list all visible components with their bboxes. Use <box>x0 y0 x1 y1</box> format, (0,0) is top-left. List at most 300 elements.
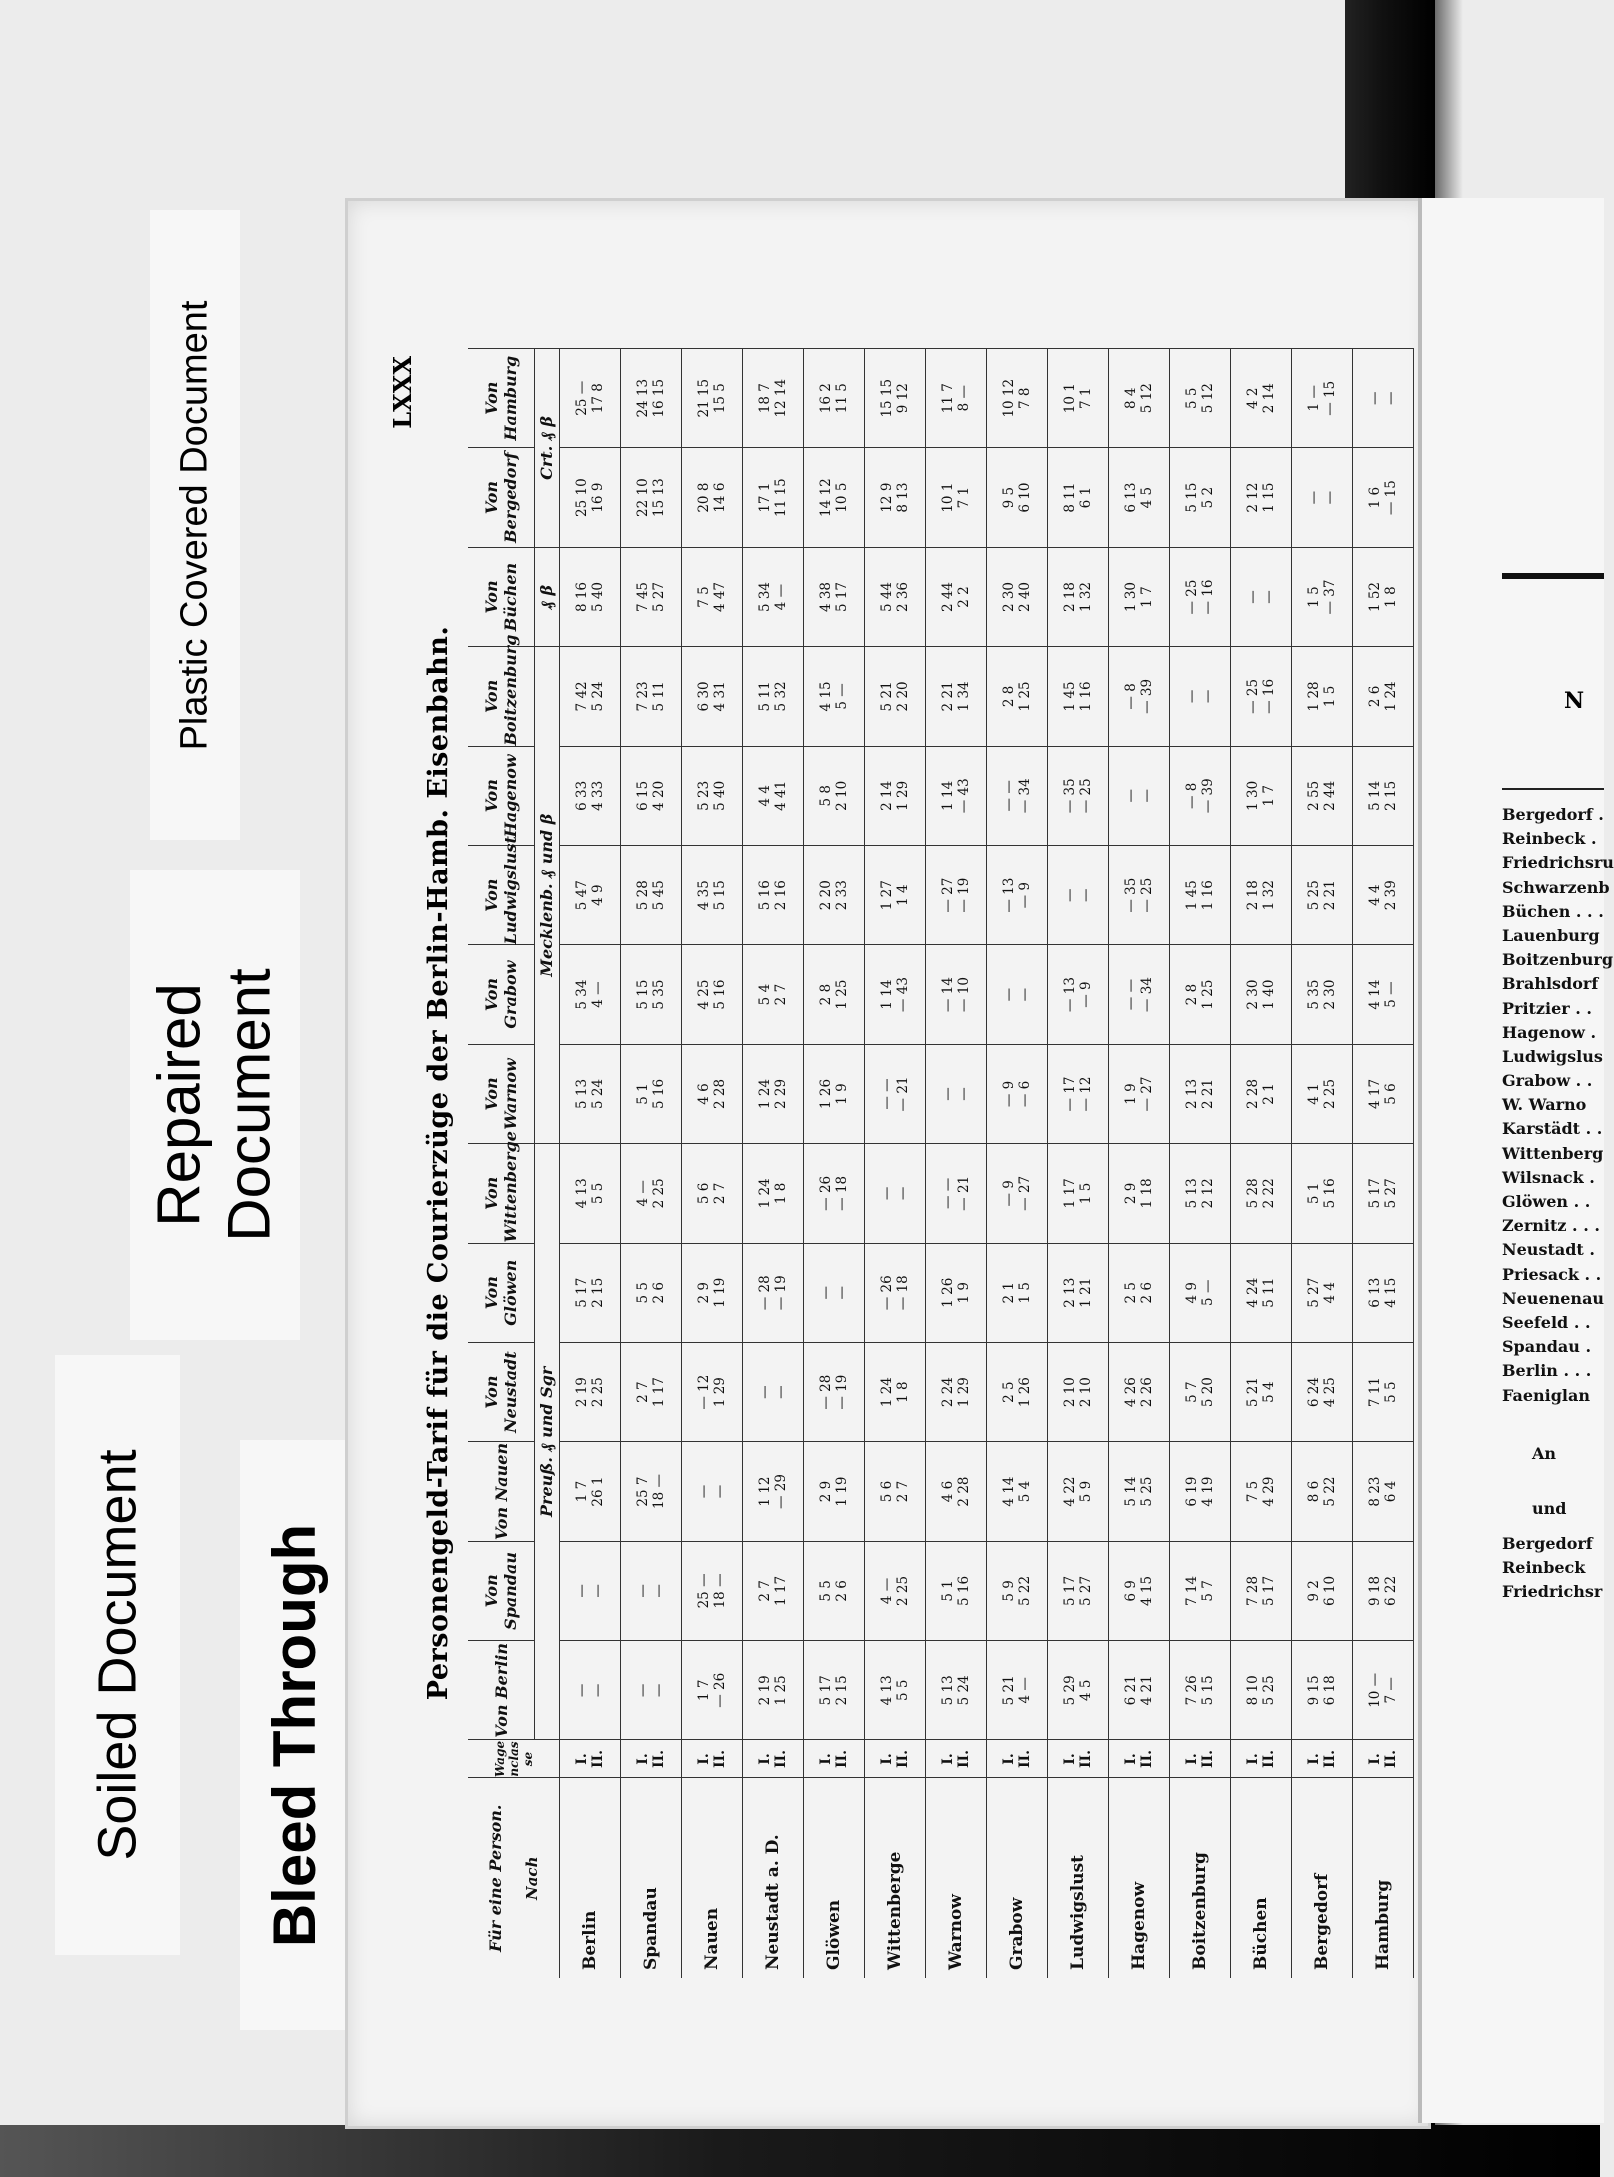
fare-cell: — — <box>560 1641 621 1740</box>
table-row <box>926 349 987 1979</box>
plastic-covered-label: Plastic Covered Document <box>150 210 240 840</box>
bleed-through-label: Bleed Through <box>240 1440 350 2030</box>
facing-page-station: Lauenburg <box>1502 925 1600 945</box>
fare-cell: 4 15 5 — <box>804 647 865 746</box>
fare-cell: 1 14 — 43 <box>865 945 926 1044</box>
destination-cell: Spandau <box>621 1778 682 1978</box>
fare-cell: 2 8 1 25 <box>987 647 1048 746</box>
fare-cell: — — — 34 <box>1109 945 1170 1044</box>
soiled-label: Soiled Document <box>55 1355 180 1955</box>
class-cell: I. II. <box>1231 1740 1292 1778</box>
fare-cell: 2 18 1 32 <box>1048 547 1109 646</box>
currency-hamburg-header: Crt. ₰ β <box>535 349 560 548</box>
fare-cell: 5 15 5 35 <box>621 945 682 1044</box>
facing-page-station: Hagenow . <box>1502 1022 1597 1042</box>
facing-page-glyph: N <box>1564 688 1585 714</box>
destination-cell: Berlin <box>560 1778 621 1978</box>
facing-page-station: Zernitz . . . <box>1502 1216 1600 1236</box>
destination-cell: Bergedorf <box>1292 1778 1353 1978</box>
fare-cell: 1 9 — 27 <box>1109 1044 1170 1143</box>
fare-cell: 2 19 1 25 <box>743 1641 804 1740</box>
fare-cell: 8 10 5 25 <box>1231 1641 1292 1740</box>
fare-cell: 1 28 1 5 <box>1292 647 1353 746</box>
fare-cell: — 9 — 6 <box>987 1044 1048 1143</box>
facing-page <box>1418 198 1614 2123</box>
facing-page-station: W. Warno <box>1502 1095 1587 1115</box>
fare-cell: 7 5 4 29 <box>1231 1442 1292 1541</box>
facing-page-station: Wittenberg <box>1502 1143 1604 1163</box>
fare-cell: 1 24 1 8 <box>865 1342 926 1441</box>
class-cell: I. II. <box>1292 1740 1353 1778</box>
fare-cell: 2 10 2 10 <box>1048 1342 1109 1441</box>
class-cell: I. II. <box>682 1740 743 1778</box>
fare-cell: — — <box>621 1641 682 1740</box>
fare-cell: — 8 — 39 <box>1109 647 1170 746</box>
fare-cell: 5 21 5 4 <box>1231 1342 1292 1441</box>
fare-cell: 5 17 5 27 <box>1353 1144 1414 1243</box>
facing-page-caption: und <box>1532 1498 1567 1518</box>
fare-cell: 1 30 1 7 <box>1109 547 1170 646</box>
fare-cell: 2 18 1 32 <box>1231 845 1292 944</box>
fare-cell: 5 4 2 7 <box>743 945 804 1044</box>
fare-cell: 8 11 6 1 <box>1048 448 1109 547</box>
fare-cell: 9 2 6 10 <box>1292 1541 1353 1640</box>
facing-page-station: Friedrichsr <box>1502 1582 1603 1602</box>
destination-cell: Neustadt a. D. <box>743 1778 804 1978</box>
fare-cell: — 13 — 9 <box>1048 945 1109 1044</box>
fare-cell: 4 14 5 4 <box>987 1442 1048 1541</box>
origin-header: Von Boitzenburg <box>468 647 535 746</box>
fare-cell: 4 35 5 15 <box>682 845 743 944</box>
facing-page-station: Büchen . . . <box>1502 901 1604 921</box>
origin-header: Von Wittenberge <box>468 1144 535 1243</box>
fare-cell: 6 13 4 5 <box>1109 448 1170 547</box>
table-row <box>1109 349 1170 1979</box>
fare-cell: 5 29 4 5 <box>1048 1641 1109 1740</box>
fare-cell: — 26 — 18 <box>865 1243 926 1342</box>
fare-cell: 1 26 1 9 <box>926 1243 987 1342</box>
class-cell: I. II. <box>560 1740 621 1778</box>
fare-cell: 4 — 2 25 <box>621 1144 682 1243</box>
fare-cell: — — <box>865 1144 926 1243</box>
table-row <box>560 349 621 1979</box>
destination-cell: Nauen <box>682 1778 743 1978</box>
fare-cell: 5 8 2 10 <box>804 746 865 845</box>
fare-cell: 1 24 1 8 <box>743 1144 804 1243</box>
fare-cell: — 17 — 12 <box>1048 1044 1109 1143</box>
fare-cell: 5 44 2 36 <box>865 547 926 646</box>
fare-cell: — 35 — 25 <box>1109 845 1170 944</box>
fare-cell: 5 5 5 12 <box>1170 349 1231 448</box>
fare-cell: 5 9 5 22 <box>987 1541 1048 1640</box>
origin-header: Von Spandau <box>468 1541 535 1640</box>
fare-cell: — — <box>1170 647 1231 746</box>
fare-cell: — — <box>682 1442 743 1541</box>
fare-cell: — — — 34 <box>987 746 1048 845</box>
fare-cell: 9 5 6 10 <box>987 448 1048 547</box>
fare-cell: 25 — 17 8 <box>560 349 621 448</box>
fare-cell: 2 5 2 6 <box>1109 1243 1170 1342</box>
fare-cell: 5 17 2 15 <box>804 1641 865 1740</box>
fare-cell: 1 45 1 16 <box>1170 845 1231 944</box>
fare-cell: 5 5 2 6 <box>621 1243 682 1342</box>
fare-cell: 5 5 2 6 <box>804 1541 865 1640</box>
fare-cell: 4 4 2 39 <box>1353 845 1414 944</box>
fare-cell: 10 1 7 1 <box>1048 349 1109 448</box>
fare-cell: 2 30 2 40 <box>987 547 1048 646</box>
fare-cell: 1 7 — 26 <box>682 1641 743 1740</box>
fare-table <box>468 348 1414 1978</box>
destination-cell: Glöwen <box>804 1778 865 1978</box>
fare-cell: 5 1 5 16 <box>926 1541 987 1640</box>
destination-cell: Boitzenburg <box>1170 1778 1231 1978</box>
fare-cell: 5 13 5 24 <box>926 1641 987 1740</box>
rotated-tariff-page <box>368 348 1399 1978</box>
fare-cell: 5 14 5 25 <box>1109 1442 1170 1541</box>
facing-page-station: Grabow . . <box>1502 1071 1593 1091</box>
fare-cell: 2 30 1 40 <box>1231 945 1292 1044</box>
fare-cell: 2 6 1 24 <box>1353 647 1414 746</box>
fare-cell: 2 13 2 21 <box>1170 1044 1231 1143</box>
table-row <box>987 349 1048 1979</box>
facing-page-station: Boitzenburg <box>1502 950 1613 970</box>
page-number: LXXX <box>388 356 417 429</box>
fare-cell: 2 8 1 25 <box>804 945 865 1044</box>
fare-cell: 6 24 4 25 <box>1292 1342 1353 1441</box>
fare-cell: 2 9 1 19 <box>682 1243 743 1342</box>
fare-cell: 22 10 15 13 <box>621 448 682 547</box>
fare-cell: 7 23 5 11 <box>621 647 682 746</box>
fare-cell: 1 6 — 15 <box>1353 448 1414 547</box>
fare-cell: — 14 — 10 <box>926 945 987 1044</box>
origin-header: Von Büchen <box>468 547 535 646</box>
fare-cell: 4 6 2 28 <box>682 1044 743 1143</box>
destination-cell: Hagenow <box>1109 1778 1170 1978</box>
fare-cell: 4 4 4 41 <box>743 746 804 845</box>
class-cell: I. II. <box>621 1740 682 1778</box>
fare-cell: 7 45 5 27 <box>621 547 682 646</box>
origin-header: Von Grabow <box>468 945 535 1044</box>
fare-cell: 2 55 2 44 <box>1292 746 1353 845</box>
page-title: Personengeld-Tarif für die Courierzüge der Berlin-Hamb. Eisenbahn. <box>423 625 454 1701</box>
fare-cell: — 26 — 18 <box>804 1144 865 1243</box>
fare-cell: — — <box>804 1243 865 1342</box>
fare-cell: 5 21 2 20 <box>865 647 926 746</box>
fare-cell: 2 28 2 1 <box>1231 1044 1292 1143</box>
fare-cell: 7 11 5 5 <box>1353 1342 1414 1441</box>
fare-cell: 4 1 2 25 <box>1292 1044 1353 1143</box>
fare-cell: 4 25 5 16 <box>682 945 743 1044</box>
fare-cell: 2 24 1 29 <box>926 1342 987 1441</box>
fare-cell: 4 9 5 — <box>1170 1243 1231 1342</box>
fare-cell: 1 17 1 5 <box>1048 1144 1109 1243</box>
table-row <box>1353 349 1414 1979</box>
fare-cell: 4 38 5 17 <box>804 547 865 646</box>
fare-cell: 5 15 5 2 <box>1170 448 1231 547</box>
fare-cell: 5 25 2 21 <box>1292 845 1353 944</box>
fare-cell: 5 7 5 20 <box>1170 1342 1231 1441</box>
facing-page-station: Spandau . <box>1502 1337 1592 1357</box>
fare-cell: 4 24 5 11 <box>1231 1243 1292 1342</box>
fare-cell: 2 13 1 21 <box>1048 1243 1109 1342</box>
fare-cell: — — — 21 <box>865 1044 926 1143</box>
fare-cell: 5 13 2 12 <box>1170 1144 1231 1243</box>
fare-cell: 1 45 1 16 <box>1048 647 1109 746</box>
facing-page-station: Seefeld . . <box>1502 1312 1591 1332</box>
fare-cell: 9 15 6 18 <box>1292 1641 1353 1740</box>
fare-cell: 8 23 6 4 <box>1353 1442 1414 1541</box>
class-cell: I. II. <box>1109 1740 1170 1778</box>
origin-header: Von Ludwigslust <box>468 845 535 944</box>
origin-header: Von Berlin <box>468 1641 535 1740</box>
fare-cell: 15 15 9 12 <box>865 349 926 448</box>
destination-cell: Ludwigslust <box>1048 1778 1109 1978</box>
fare-cell: 5 17 2 15 <box>560 1243 621 1342</box>
fare-cell: 5 34 4 — <box>743 547 804 646</box>
fare-cell: 5 6 2 7 <box>682 1144 743 1243</box>
fare-cell: 1 52 1 8 <box>1353 547 1414 646</box>
class-cell: I. II. <box>743 1740 804 1778</box>
table-row <box>1231 349 1292 1979</box>
fare-cell: 2 7 1 17 <box>743 1541 804 1640</box>
fare-cell: 7 5 4 47 <box>682 547 743 646</box>
facing-page-rule-thin <box>1502 788 1604 790</box>
origin-header: Von Warnow <box>468 1044 535 1143</box>
table-row <box>865 349 926 1979</box>
fare-cell: 5 17 5 27 <box>1048 1541 1109 1640</box>
fare-cell: 1 7 26 1 <box>560 1442 621 1541</box>
destination-cell: Wittenberge <box>865 1778 926 1978</box>
fare-cell: — — <box>926 1044 987 1143</box>
fare-cell: — — <box>1109 746 1170 845</box>
currency-mecklenburg-header: Mecklenb. ₰ und β <box>535 647 560 1144</box>
fare-cell: 5 28 2 22 <box>1231 1144 1292 1243</box>
fare-cell: — 28 — 19 <box>743 1243 804 1342</box>
class-cell: I. II. <box>804 1740 865 1778</box>
fare-cell: 25 7 18 — <box>621 1442 682 1541</box>
facing-page-station: Faeniglan <box>1502 1385 1591 1405</box>
fare-cell: 25 — 18 — <box>682 1541 743 1640</box>
table-row <box>743 349 804 1979</box>
fare-cell: — — — 21 <box>926 1144 987 1243</box>
fare-cell: 4 6 2 28 <box>926 1442 987 1541</box>
fare-cell: 2 44 2 2 <box>926 547 987 646</box>
fare-cell: 5 28 5 45 <box>621 845 682 944</box>
fare-cell: 2 1 1 5 <box>987 1243 1048 1342</box>
facing-page-station: Glöwen . . <box>1502 1192 1591 1211</box>
fare-cell: 18 7 12 14 <box>743 349 804 448</box>
table-row <box>804 349 865 1979</box>
fare-cell: 1 27 1 4 <box>865 845 926 944</box>
facing-page-station: Ludwigslus <box>1502 1046 1603 1066</box>
facing-page-station: Neuenenau <box>1502 1288 1605 1308</box>
fare-cell: 21 15 15 5 <box>682 349 743 448</box>
fare-cell: 7 14 5 7 <box>1170 1541 1231 1640</box>
fare-cell: 4 13 5 5 <box>560 1144 621 1243</box>
fare-cell: — 8 — 39 <box>1170 746 1231 845</box>
fare-cell: — 27 — 19 <box>926 845 987 944</box>
facing-page-station: Neustadt . <box>1502 1240 1595 1260</box>
fare-cell: 1 5 — 37 <box>1292 547 1353 646</box>
facing-page-station: Reinbeck . <box>1502 829 1597 849</box>
facing-page-station: Friedrichsru <box>1502 853 1614 873</box>
corner-header-top: Für eine Person. <box>486 1804 505 1952</box>
fare-cell: 5 14 2 15 <box>1353 746 1414 845</box>
fare-cell: 6 21 4 21 <box>1109 1641 1170 1740</box>
fare-cell: 4 — 2 25 <box>865 1541 926 1640</box>
destination-cell: Grabow <box>987 1778 1048 1978</box>
destination-cell: Büchen <box>1231 1778 1292 1978</box>
fare-cell: — — <box>987 945 1048 1044</box>
facing-page-station: Pritzier . . <box>1502 998 1592 1018</box>
fare-cell: 2 9 1 19 <box>804 1442 865 1541</box>
currency-buechen-header: ₰ β <box>535 547 560 646</box>
fare-cell: 5 1 5 16 <box>1292 1144 1353 1243</box>
fare-cell: 16 2 11 5 <box>804 349 865 448</box>
table-row <box>1048 349 1109 1979</box>
fare-cell: 4 22 5 9 <box>1048 1442 1109 1541</box>
fare-cell: 5 11 5 32 <box>743 647 804 746</box>
facing-page-station: Berlin . . . <box>1502 1361 1592 1381</box>
class-cell: I. II. <box>1353 1740 1414 1778</box>
facing-page-station: Bergedorf . <box>1502 805 1604 824</box>
origin-header: Von Hamburg <box>468 349 535 448</box>
fare-cell: 4 17 5 6 <box>1353 1044 1414 1143</box>
fare-cell: — — <box>1048 845 1109 944</box>
fare-cell: 10 12 7 8 <box>987 349 1048 448</box>
class-header: Wagenclasse <box>468 1740 560 1778</box>
fare-cell: 1 24 2 29 <box>743 1044 804 1143</box>
table-row <box>1170 349 1231 1979</box>
fare-cell: — — <box>743 1342 804 1441</box>
fare-cell: 8 6 5 22 <box>1292 1442 1353 1541</box>
fare-cell: 2 9 1 18 <box>1109 1144 1170 1243</box>
fare-cell: 5 21 4 — <box>987 1641 1048 1740</box>
fare-cell: 6 9 4 15 <box>1109 1541 1170 1640</box>
fare-cell: 6 19 4 19 <box>1170 1442 1231 1541</box>
class-cell: I. II. <box>865 1740 926 1778</box>
fare-cell: 1 — — 15 <box>1292 349 1353 448</box>
fare-cell: 4 14 5 — <box>1353 945 1414 1044</box>
fare-cell: — 28 — 19 <box>804 1342 865 1441</box>
fare-cell: 6 30 4 31 <box>682 647 743 746</box>
repaired-label: Repaired Document <box>130 870 300 1340</box>
facing-page-caption: An <box>1532 1443 1557 1463</box>
fare-cell: 6 33 4 33 <box>560 746 621 845</box>
table-row <box>682 349 743 1979</box>
facing-page-rule <box>1502 573 1604 579</box>
fare-cell: 1 26 1 9 <box>804 1044 865 1143</box>
fare-cell: — — <box>1353 349 1414 448</box>
fare-cell: — 25 — 16 <box>1170 547 1231 646</box>
facing-page-station: Schwarzenb <box>1502 877 1610 897</box>
origin-header: Von Glöwen <box>468 1243 535 1342</box>
fare-cell: 10 — 7 — <box>1353 1641 1414 1740</box>
fare-cell: 12 9 8 13 <box>865 448 926 547</box>
fare-cell: 11 7 8 — <box>926 349 987 448</box>
fare-cell: 1 30 1 7 <box>1231 746 1292 845</box>
fare-cell: 2 5 1 26 <box>987 1342 1048 1441</box>
fare-cell: 7 42 5 24 <box>560 647 621 746</box>
fare-cell: — — <box>560 1541 621 1640</box>
currency-prussian-header: Preuß. ₰ und Sgr <box>535 1144 560 1740</box>
fare-cell: — — <box>1231 547 1292 646</box>
fare-cell: 6 15 4 20 <box>621 746 682 845</box>
fare-cell: — — <box>1292 448 1353 547</box>
table-row <box>1292 349 1353 1979</box>
fare-cell: 6 13 4 15 <box>1353 1243 1414 1342</box>
fare-cell: 10 1 7 1 <box>926 448 987 547</box>
fare-cell: 2 20 2 33 <box>804 845 865 944</box>
fare-cell: 14 12 10 5 <box>804 448 865 547</box>
fare-cell: — 12 1 29 <box>682 1342 743 1441</box>
fare-cell: 17 1 11 15 <box>743 448 804 547</box>
fare-cell: 5 6 2 7 <box>865 1442 926 1541</box>
destination-cell: Hamburg <box>1353 1778 1414 1978</box>
fare-cell: 9 18 6 22 <box>1353 1541 1414 1640</box>
fare-cell: — 25 — 16 <box>1231 647 1292 746</box>
origin-header: Von Neustadt <box>468 1342 535 1441</box>
fare-cell: — 9 — 27 <box>987 1144 1048 1243</box>
fare-cell: 4 13 5 5 <box>865 1641 926 1740</box>
fare-cell: 5 27 4 4 <box>1292 1243 1353 1342</box>
fare-cell: 1 14 — 43 <box>926 746 987 845</box>
fare-cell: 2 14 1 29 <box>865 746 926 845</box>
fare-cell: 8 4 5 12 <box>1109 349 1170 448</box>
facing-page-station: Priesack . . <box>1502 1264 1602 1284</box>
origin-header: Von Nauen <box>468 1442 535 1541</box>
fare-cell: 2 21 1 34 <box>926 647 987 746</box>
facing-page-station: Brahlsdorf <box>1502 974 1599 994</box>
fare-cell: 5 23 5 40 <box>682 746 743 845</box>
fare-cell: 5 1 5 16 <box>621 1044 682 1143</box>
fare-cell: 25 10 16 9 <box>560 448 621 547</box>
fare-cell: 2 19 2 25 <box>560 1342 621 1441</box>
fare-cell: 5 47 4 9 <box>560 845 621 944</box>
class-cell: I. II. <box>1170 1740 1231 1778</box>
fare-cell: 5 34 4 — <box>560 945 621 1044</box>
fare-cell: — 35 — 25 <box>1048 746 1109 845</box>
fare-cell: 4 2 2 14 <box>1231 349 1292 448</box>
fare-cell: 24 13 16 15 <box>621 349 682 448</box>
class-cell: I. II. <box>1048 1740 1109 1778</box>
fare-cell: 5 35 2 30 <box>1292 945 1353 1044</box>
fare-cell: 8 16 5 40 <box>560 547 621 646</box>
fare-cell: 1 12 — 29 <box>743 1442 804 1541</box>
destination-cell: Warnow <box>926 1778 987 1978</box>
fare-cell: 4 26 2 26 <box>1109 1342 1170 1441</box>
facing-page-station: Reinbeck <box>1502 1557 1586 1577</box>
scanner-edge-shadow <box>0 2125 1600 2177</box>
fare-cell: 2 8 1 25 <box>1170 945 1231 1044</box>
table-row <box>621 349 682 1979</box>
fare-cell: 5 13 5 24 <box>560 1044 621 1143</box>
facing-page-station-list <box>1502 803 1612 1604</box>
class-cell: I. II. <box>987 1740 1048 1778</box>
fare-cell: 7 26 5 15 <box>1170 1641 1231 1740</box>
fare-cell: 2 7 1 17 <box>621 1342 682 1441</box>
origin-header: Von Bergedorf <box>468 448 535 547</box>
fare-cell: 20 8 14 6 <box>682 448 743 547</box>
corner-header-bottom: Nach <box>523 1856 541 1900</box>
fare-cell: 5 16 2 16 <box>743 845 804 944</box>
facing-page-station: Karstädt . . <box>1502 1119 1603 1139</box>
fare-cell: — — <box>621 1541 682 1640</box>
fare-cell: 7 28 5 17 <box>1231 1541 1292 1640</box>
origin-header: Von Hagenow <box>468 746 535 845</box>
fare-cell: — 13 — 9 <box>987 845 1048 944</box>
class-cell: I. II. <box>926 1740 987 1778</box>
